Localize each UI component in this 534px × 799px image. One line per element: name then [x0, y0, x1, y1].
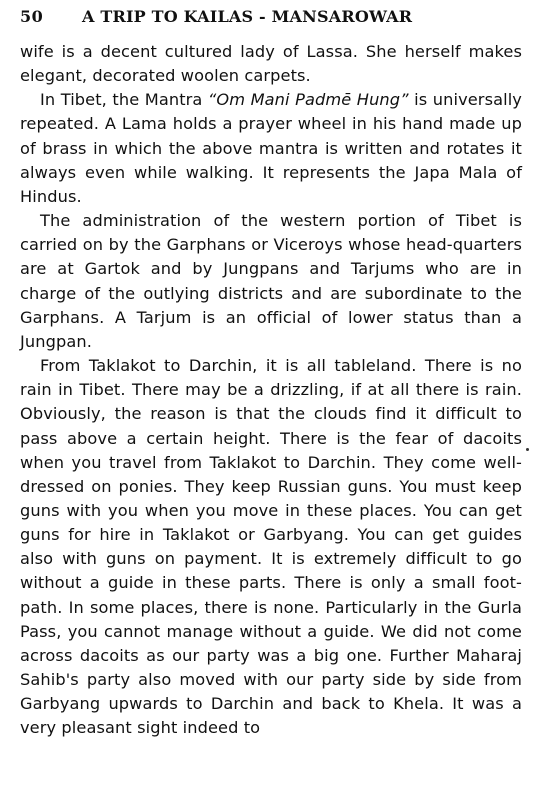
page-number: 50: [20, 7, 44, 26]
paragraph-carpets: wife is a decent cultured lady of Lassa. She herself makes elegant, decorated woolen carpets.: [20, 42, 522, 86]
paragraph-mantra: [20, 88, 522, 209]
paragraph-administration: The administration of the western portion of Tibet is carried on by the Garphans or Viceroys whose head-quarters are at Gartok and by Jungpans and Tarjums who are in charge of the outlying districts and are subordinate to the Garphans. A Tarjum is an official of lower status than a Jungpan.: [20, 211, 522, 351]
book-title: A TRIP TO KAILAS - MANSAROWAR: [82, 7, 413, 26]
mantra-quote: “Om Mani Padmē Hung”: [207, 90, 409, 110]
margin-speck: [526, 448, 529, 451]
running-header: [20, 6, 522, 40]
mantra-description-text: is universally repeated. A Lama holds a prayer wheel in his hand made up of brass in which the above mantra is written and rotates it always even while walking. It represents the Japa Mala of Hindus.: [20, 90, 522, 206]
mantra-intro-text: In Tibet, the Mantra: [40, 90, 208, 110]
paragraph-taklakot-darchin: From Taklakot to Darchin, it is all tableland. There is no rain in Tibet. There may be a drizzling, if at all there is rain. Obviously, the reason is that the clouds find it difficult to pass above a certain height. There is the fear of dacoits when you travel from Taklakot to Darchin. They come well-dressed on ponies. They keep Russian guns. You must keep guns with you when you move in these places. You can get guns for hire in Taklakot or Garbyang. You can get guides also with guns on payment. It is extremely difficult to go without a guide in these parts. There is only a small foot-path. In some places, there is none. Particularly in the Gurla Pass, you cannot manage without a guide. We did not come across dacoits as our party was a big one. Further Maharaj Sahib's party also moved with our party side by side from Garbyang upwards to Darchin and back to Khela. It was a very pleasant sight indeed to: [20, 356, 522, 738]
body-text: [20, 40, 522, 741]
